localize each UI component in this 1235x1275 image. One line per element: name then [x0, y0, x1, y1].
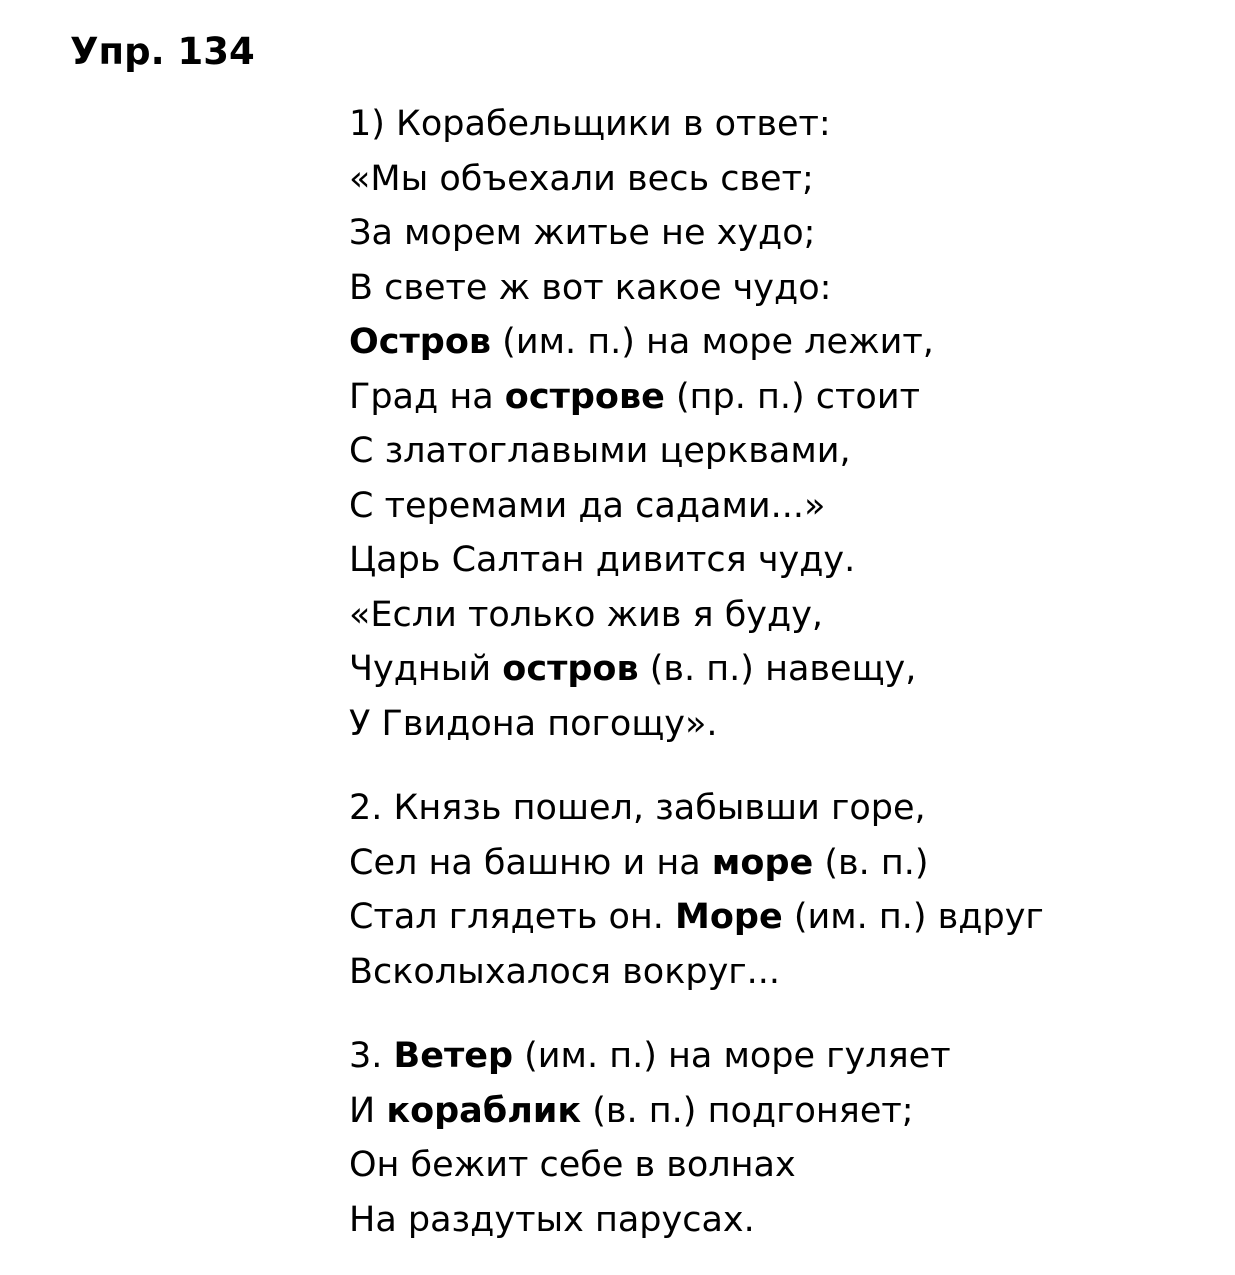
poem-line — [349, 1029, 1044, 1084]
line-text: В свете ж вот какое чудо: — [349, 267, 832, 308]
line-text: И — [349, 1090, 387, 1131]
highlighted-word: остров — [502, 649, 639, 689]
line-text: Сел на башню и на — [349, 842, 712, 883]
line-text: (в. п.) подгоняет; — [581, 1090, 914, 1131]
line-text: Царь Салтан дивится чуду. — [349, 540, 856, 580]
line-text: Всколыхалося вокруг... — [349, 951, 781, 992]
line-text: (им. п.) на море гуляет — [513, 1036, 951, 1076]
line-text: «Если только жив я буду, — [349, 594, 824, 635]
highlighted-word: Остров — [349, 322, 492, 362]
poem-line — [349, 424, 1044, 479]
highlighted-word: Море — [675, 897, 783, 937]
poem-line — [349, 479, 1044, 534]
poem-line — [349, 890, 1044, 945]
poem-line — [349, 370, 1044, 425]
line-text: На раздутых парусах. — [349, 1199, 755, 1240]
line-text: У Гвидона погощу». — [349, 703, 718, 744]
highlighted-word: море — [711, 842, 814, 883]
poem-text — [349, 97, 1044, 1247]
line-text: Стал глядеть он. — [349, 897, 676, 937]
line-text: С златоглавыми церквами, — [349, 431, 851, 471]
poem-line — [349, 261, 1044, 316]
poem-line — [349, 697, 1044, 752]
poem-line — [349, 315, 1044, 370]
line-text: С теремами да садами...» — [349, 485, 826, 526]
stanza — [349, 781, 1044, 999]
highlighted-word: Ветер — [393, 1036, 514, 1076]
poem-line — [349, 642, 1044, 697]
poem-line — [349, 1138, 1044, 1193]
line-text: За морем житье не худо; — [349, 213, 816, 253]
line-text: Чудный — [349, 649, 503, 689]
line-text: (им. п.) на море лежит, — [491, 322, 934, 362]
poem-line — [349, 781, 1044, 836]
highlighted-word: кораблик — [386, 1090, 582, 1131]
poem-line — [349, 1193, 1044, 1248]
line-text: (им. п.) вдруг — [782, 897, 1044, 937]
poem-line — [349, 945, 1044, 1000]
stanza — [349, 1029, 1044, 1247]
poem-line — [349, 152, 1044, 207]
highlighted-word: острове — [504, 376, 665, 417]
line-text: Град на — [349, 376, 505, 417]
line-text: 1) Корабельщики в ответ: — [349, 104, 831, 144]
poem-line — [349, 533, 1044, 588]
poem-line — [349, 836, 1044, 891]
line-text: (в. п.) навещу, — [638, 649, 917, 689]
exercise-title: Упр. 134 — [70, 30, 255, 73]
poem-line — [349, 588, 1044, 643]
line-text: (в. п.) — [813, 842, 929, 883]
stanza — [349, 97, 1044, 751]
line-text: 3. — [349, 1036, 394, 1076]
poem-line — [349, 1084, 1044, 1139]
line-text: (пр. п.) стоит — [664, 376, 920, 417]
poem-line — [349, 97, 1044, 152]
line-text: 2. Князь пошел, забывши горе, — [349, 788, 926, 828]
poem-line — [349, 206, 1044, 261]
line-text: Он бежит себе в волнах — [349, 1145, 796, 1185]
line-text: «Мы объехали весь свет; — [349, 158, 814, 199]
